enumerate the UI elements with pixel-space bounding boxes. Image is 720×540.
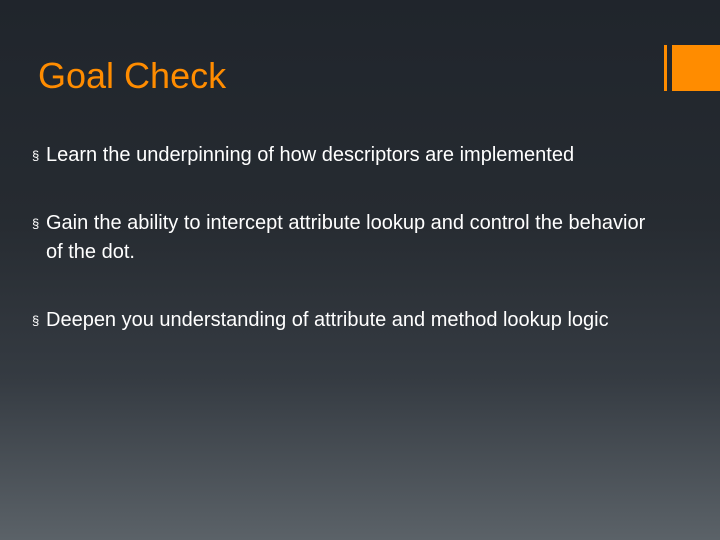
bullet-marker-icon: §	[32, 216, 40, 231]
slide-title: Goal Check	[38, 55, 227, 96]
bullet-item	[32, 141, 652, 170]
bullet-marker-icon: §	[32, 313, 40, 328]
bullet-text: Deepen you understanding of attribute and method lookup logic	[46, 309, 609, 331]
bullet-item	[32, 209, 652, 267]
bullet-text: Gain the ability to intercept attribute lookup and control the behavior of the dot.	[46, 212, 646, 263]
corner-accent-mark	[664, 45, 720, 91]
bullet-item	[32, 306, 652, 335]
bullet-text: Learn the underpinning of how descriptors are implemented	[46, 144, 575, 166]
bullet-list	[32, 141, 652, 374]
bullet-marker-icon: §	[32, 148, 40, 163]
accent-thin-bar	[664, 45, 667, 91]
accent-thick-bar	[672, 45, 720, 91]
